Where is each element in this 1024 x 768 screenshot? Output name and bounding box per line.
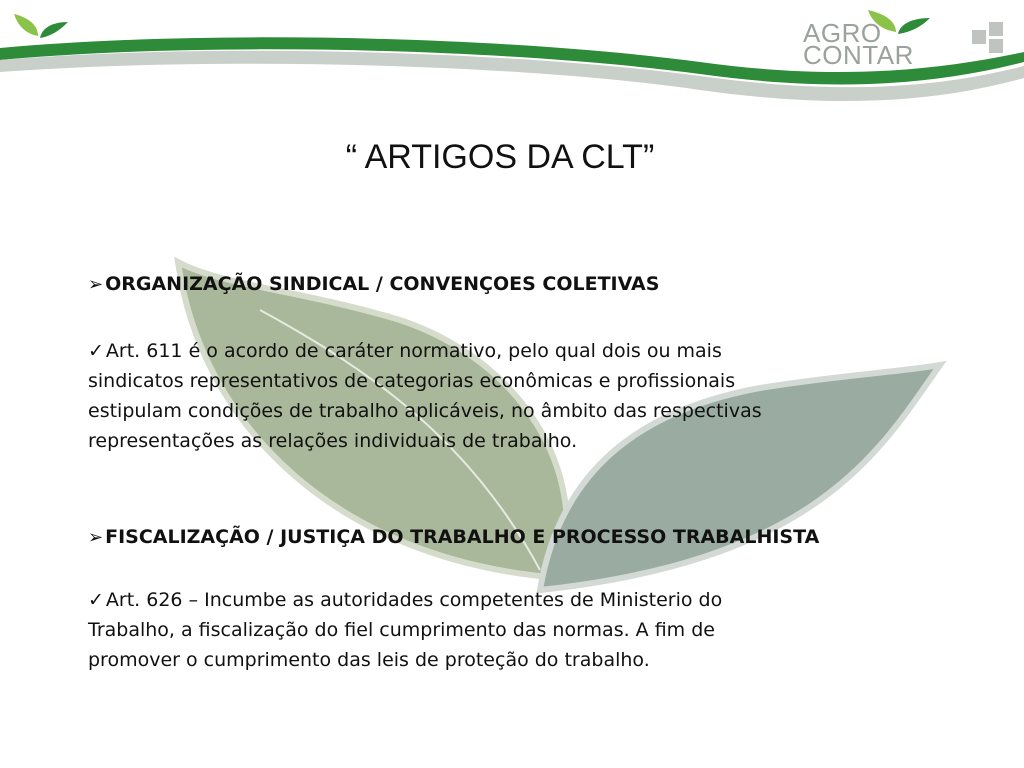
- arrowhead-bullet-icon: ➢: [88, 274, 104, 295]
- section-heading: [88, 272, 848, 297]
- article-paragraph: [88, 336, 848, 456]
- section-fiscalizacao: [88, 525, 848, 675]
- arrowhead-bullet-icon: ➢: [88, 527, 104, 548]
- checkmark-icon: ✓: [88, 589, 104, 611]
- paragraph-line: sindicatos representativos de categorias econômicas e profissionais: [88, 370, 736, 392]
- page-title: “ ARTIGOS DA CLT”: [345, 138, 655, 176]
- paragraph-line: ✓ Art. 626 – Incumbe as autoridades competentes de Ministerio do: [88, 585, 848, 615]
- checkmark-icon: ✓: [88, 340, 104, 362]
- brand-logo-line1: AGRO: [803, 18, 882, 48]
- paragraph-line: promover o cumprimento das leis de proteção do trabalho.: [88, 649, 650, 671]
- section-organizacao-sindical: [88, 272, 848, 456]
- paragraph-line: representações as relações individuais de trabalho.: [88, 430, 578, 452]
- paragraph-line: ✓ Art. 611 é o acordo de caráter normativo, pelo qual dois ou mais: [88, 336, 848, 366]
- paragraph-line: estipulam condições de trabalho aplicáveis, no âmbito das respectivas: [88, 400, 762, 422]
- leaf-logo-icon: [14, 14, 68, 38]
- brand-logo-line2: CONTAR: [803, 40, 914, 70]
- article-paragraph: [88, 585, 848, 675]
- paragraph-line: Trabalho, a fiscalização do fiel cumprimento das normas. A fim de: [88, 619, 715, 641]
- section-heading: [88, 525, 848, 550]
- gray-squares-icon: [972, 22, 1003, 53]
- section-heading-text: ORGANIZAÇÃO SINDICAL / CONVENÇOES COLETIVAS: [105, 273, 660, 295]
- section-heading-text: FISCALIZAÇÃO / JUSTIÇA DO TRABALHO E PROCESSO TRABALHISTA: [105, 526, 820, 548]
